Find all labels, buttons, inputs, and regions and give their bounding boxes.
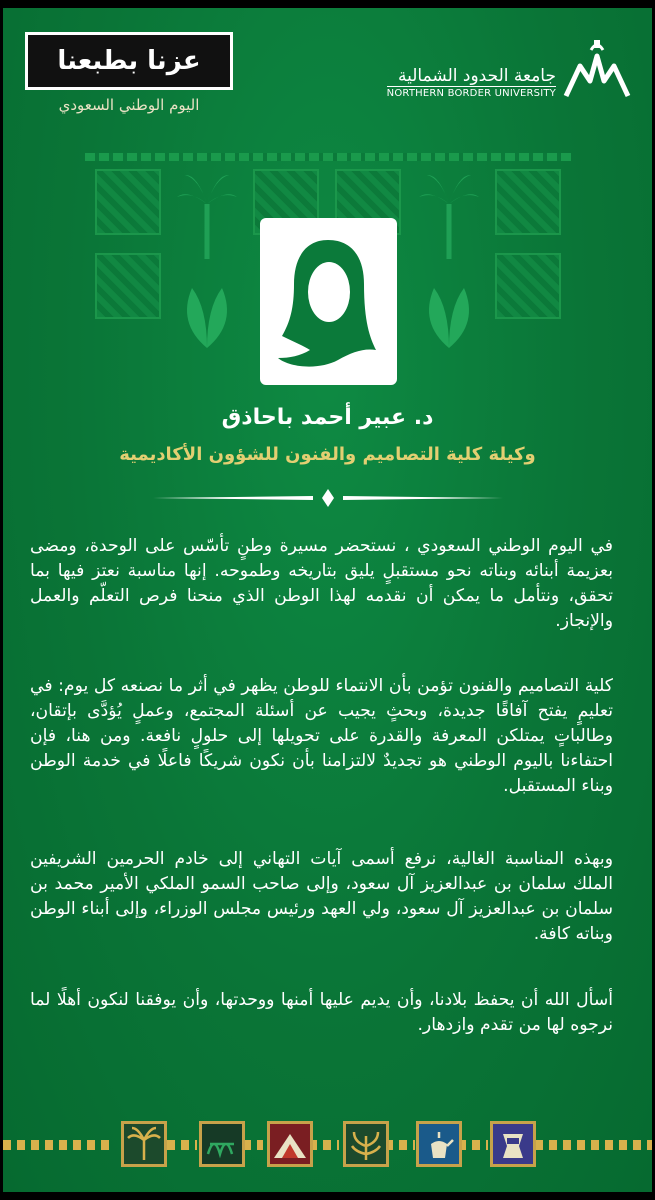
university-name-ar: جامعة الحدود الشمالية — [398, 66, 556, 86]
palm-tree-icon — [419, 169, 479, 259]
paragraph-congratulations: وبهذه المناسبة الغالية، نرفع أسمى آيات التهاني إلى خادم الحرمين الشريفين الملك سلمان بن عبدالعزيز آل سعود، وإلى صاحب السمو الملكي الأمير محمد بن سلمان بن عبدالعزيز آل سعود، ولي العهد ورئيس مجلس الوزراء، وإلى أبناء الوطن وبناته كافة. — [30, 849, 613, 944]
red-peak-tile-icon — [267, 1121, 313, 1167]
woman-hijab-silhouette-icon — [260, 218, 397, 385]
paragraph-prayer: أسأل الله أن يحفظ بلادنا، وأن يديم عليها أمنها ووحدتها، وأن يوفقنا لنكون أهلًا لما نرجوه لها من تقدم وازدهار. — [30, 990, 613, 1035]
university-name-en: NORTHERN BORDER UNIVERSITY — [386, 88, 556, 99]
university-emblem-icon — [558, 36, 636, 102]
university-logo — [386, 36, 636, 106]
ornamental-divider — [153, 488, 503, 508]
person-title: وكيلة كلية التصاميم والفنون للشؤون الأكاديمية — [119, 444, 536, 465]
palm-tile-icon — [121, 1121, 167, 1167]
greeting-card — [3, 8, 652, 1192]
leaf-icon — [419, 263, 479, 353]
paragraph-college: كلية التصاميم والفنون تؤمن بأن الانتماء للوطن يظهر في أثر ما نصنعه كل يوم: في تعليمٍ يفتح آفاقًا جديدة، وبحثٍ يجيب عن أسئلة المجتمع، وعملٍ يُؤدَّى بإتقان، وطالباتٍ يمتلكن المعرفة والقدرة على تحويلها إلى حلولٍ نافعة. ومن هنا، فإن احتفاءنا باليوم الوطني هو تجديدٌ لالتزامنا بأن نكون شريكًا فاعلًا في خدمة الوطن وبناء المستقبل. — [30, 676, 613, 796]
campaign-subtitle: اليوم الوطني السعودي — [58, 96, 200, 114]
script-tile-icon — [199, 1121, 245, 1167]
campaign-logo-text: عزنا بطبعنا — [57, 46, 201, 76]
palm-tree-icon — [177, 169, 237, 259]
bottom-ornament-row — [3, 1121, 652, 1169]
leaf-icon — [177, 263, 237, 353]
avatar — [260, 218, 397, 385]
person-name: د. عبير أحمد باحاذق — [221, 405, 434, 430]
incense-burner-tile-icon — [490, 1121, 536, 1167]
coffee-pot-tile-icon — [416, 1121, 462, 1167]
national-day-campaign-logo — [25, 32, 233, 90]
paragraph-intro: في اليوم الوطني السعودي ، نستحضر مسيرة وطنٍ تأسّس على الوحدة، ومضى بعزيمة أبنائه وبناته نحو مستقبلٍ يليق بتاريخه وطموحه. إنها مناسبة نعتز فيها بما تحقق، ونتأمل ما يمكن أن نقدمه لهذا الوطن الذي منحنا فرص التعلّم والعمل والإنجاز. — [30, 536, 613, 631]
plant-tile-icon — [343, 1121, 389, 1167]
